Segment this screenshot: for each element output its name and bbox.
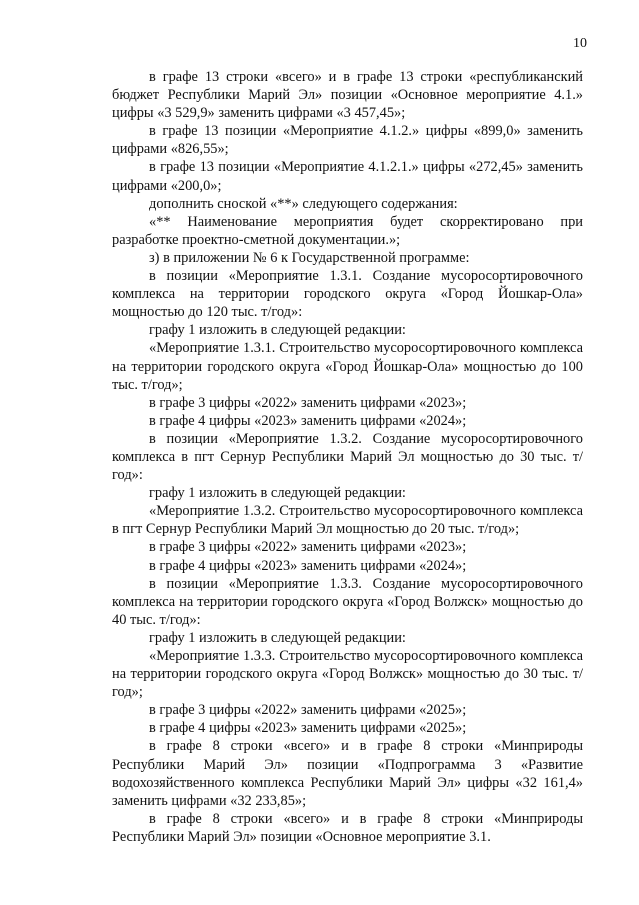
paragraph: в графе 3 цифры «2022» заменить цифрами «2023»; <box>149 394 467 411</box>
paragraph: «Мероприятие 1.3.1. Строительство мусоросортировочного комплекса на территории городского округа «Город Йошкар-Ола» мощностью до 100 тыс. т/год»; <box>112 340 583 393</box>
paragraph: в позиции «Мероприятие 1.3.2. Создание мусоросортировочного комплекса в пгт Сернур Республики Марий Эл мощностью до 30 тыс. т/год»: <box>112 430 583 484</box>
paragraph: в графе 8 строки «всего» и в графе 8 строки «Минприроды Республики Марий Эл» позиции «Подпрограмма 3 «Развитие водохозяйственного комплекса Республики Марий Эл» цифры «32 161,4» заменить цифрами «32 233,85»; <box>112 738 583 809</box>
paragraph: в графе 4 цифры «2023» заменить цифрами «2024»; <box>149 557 467 574</box>
paragraph: «** Наименование мероприятия будет скорректировано при разработке проектно-сметной документации.»; <box>112 213 583 248</box>
paragraph: в позиции «Мероприятие 1.3.3. Создание мусоросортировочного комплекса на территории городского округа «Город Волжск» мощностью до 40 тыс. т/год»: <box>112 575 583 628</box>
paragraph: в графе 4 цифры «2023» заменить цифрами «2025»; <box>149 720 467 737</box>
paragraph: «Мероприятие 1.3.3. Строительство мусоросортировочного комплекса на территории городского округа «Город Волжск» мощностью до 30 тыс. т/год»; <box>112 648 583 701</box>
paragraph: в графе 13 позиции «Мероприятие 4.1.2.1.» цифры «272,45» заменить цифрами «200,0»; <box>112 159 583 194</box>
paragraph: «Мероприятие 1.3.2. Строительство мусоросортировочного комплекса в пгт Сернур Республики Марий Эл мощностью до 20 тыс. т/год»; <box>112 503 583 538</box>
paragraph: в графе 13 строки «всего» и в графе 13 строки «республиканский бюджет Республики Марий Эл» позиции «Основное мероприятие 4.1.» цифры «3 529,9» заменить цифрами «3 457,45»; <box>112 69 583 122</box>
paragraph: графу 1 изложить в следующей редакции: <box>149 322 406 339</box>
paragraph: в графе 8 строки «всего» и в графе 8 строки «Минприроды Республики Марий Эл» позиции «Основное мероприятие 3.1. <box>112 810 583 845</box>
paragraph: з) в приложении № 6 к Государственной программе: <box>149 249 470 266</box>
paragraph: в позиции «Мероприятие 1.3.1. Создание мусоросортировочного комплекса на территории городского округа «Город Йошкар-Ола» мощностью до 120 тыс. т/год»: <box>112 268 583 321</box>
document-body <box>112 68 583 846</box>
paragraph: дополнить сноской «**» следующего содержания: <box>149 195 458 212</box>
paragraph: в графе 4 цифры «2023» заменить цифрами «2024»; <box>149 412 467 429</box>
paragraph: графу 1 изложить в следующей редакции: <box>149 485 406 502</box>
paragraph: в графе 3 цифры «2022» заменить цифрами «2023»; <box>149 539 467 556</box>
paragraph: графу 1 изложить в следующей редакции: <box>149 629 406 646</box>
paragraph: в графе 13 позиции «Мероприятие 4.1.2.» цифры «899,0» заменить цифрами «826,55»; <box>112 123 583 158</box>
paragraph: в графе 3 цифры «2022» заменить цифрами «2025»; <box>149 702 467 719</box>
page-number: 10 <box>573 36 587 51</box>
